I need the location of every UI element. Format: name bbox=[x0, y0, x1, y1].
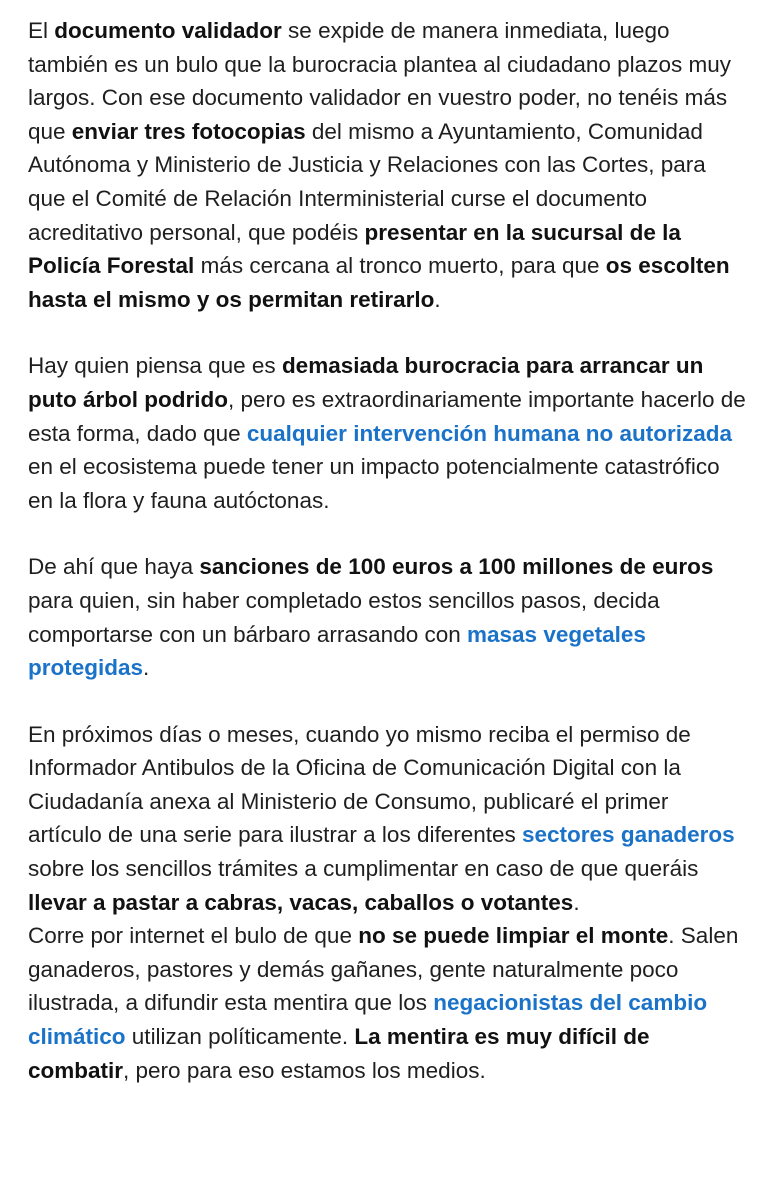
bold-phrase: no se puede limpiar el monte bbox=[358, 923, 669, 949]
bold-phrase: sanciones de 100 euros a 100 millones de euros bbox=[199, 554, 714, 580]
text-run: . bbox=[434, 286, 441, 312]
text-run: del mismo a Ayuntamiento, Comunidad Autónoma y Ministerio de Justicia y Relaciones con las Cortes, para que el Comité de Relación Interministerial curse el documento acreditativo personal, que podéis bbox=[28, 118, 706, 245]
link-cualquier-intervencion-humana-no-autoriz[interactable]: cualquier intervención humana no autorizada bbox=[246, 420, 732, 446]
text-run: El bbox=[28, 18, 55, 43]
link-masas-vegetales-protegidas[interactable]: masas vegetales protegidas bbox=[28, 621, 646, 681]
bold-phrase: documento validador bbox=[54, 18, 282, 43]
bold-phrase: os escolten hasta el mismo y os permitan retirarlo bbox=[28, 253, 730, 312]
text-run: En próximos días o meses, cuando yo mismo reciba el permiso de Informador Antibulos de la Oficina de Comunicación Digital con la Ciudadanía anexa al Ministerio de Consumo, publicaré el primer artículo de una serie para ilustrar a los diferentes bbox=[28, 721, 691, 848]
link-negacionistas-del-cambio-climatico[interactable]: negacionistas del cambio climático bbox=[28, 990, 708, 1050]
paragraph-documento-validador bbox=[28, 14, 748, 316]
text-run: en el ecosistema puede tener un impacto potencialmente catastrófico en la flora y fauna autóctonas. bbox=[28, 454, 720, 513]
text-run: utilizan políticamente. bbox=[125, 1024, 355, 1050]
text-run: . bbox=[143, 655, 150, 681]
bold-phrase: presentar en la sucursal de la Policía Forestal bbox=[28, 219, 681, 279]
text-run: sobre los sencillos trámites a cumplimentar en caso de que queráis bbox=[28, 856, 699, 882]
link-sectores-ganaderos[interactable]: sectores ganaderos bbox=[522, 822, 735, 848]
paragraph-limpiar-monte bbox=[28, 919, 748, 1087]
text-run: más cercana al tronco muerto, para que bbox=[194, 253, 606, 279]
text-run: , pero es extraordinariamente importante hacerlo de esta forma, dado que bbox=[28, 386, 746, 446]
text-run: , pero para eso estamos los medios. bbox=[123, 1057, 486, 1083]
paragraph-sanciones bbox=[28, 550, 748, 684]
bold-phrase: La mentira es muy difícil de combatir bbox=[28, 1024, 650, 1083]
text-run: para quien, sin haber completado estos sencillos pasos, decida comportarse con un bárbaro arrasando con bbox=[28, 587, 660, 647]
bold-phrase: enviar tres fotocopias bbox=[71, 118, 306, 144]
text-run: Hay quien piensa que es bbox=[28, 353, 282, 379]
bold-phrase: llevar a pastar a cabras, vacas, caballos o votantes bbox=[28, 889, 574, 915]
text-run: Corre por internet el bulo de que bbox=[28, 923, 359, 949]
text-run: De ahí que haya bbox=[28, 554, 200, 580]
text-run: . Salen ganaderos, pastores y demás gañanes, gente naturalmente poco ilustrada, a difundir esta mentira que los bbox=[28, 923, 739, 1016]
text-run: se expide de manera inmediata, luego también es un bulo que la burocracia plantea al ciudadano plazos muy largos. Con ese documento validador en vuestro poder, no tenéis más que bbox=[28, 18, 731, 144]
text-run: . bbox=[573, 889, 580, 915]
paragraph-burocracia bbox=[28, 349, 748, 517]
bold-phrase: demasiada burocracia para arrancar un puto árbol podrido bbox=[28, 353, 704, 412]
paragraph-proximos-dias bbox=[28, 718, 748, 920]
